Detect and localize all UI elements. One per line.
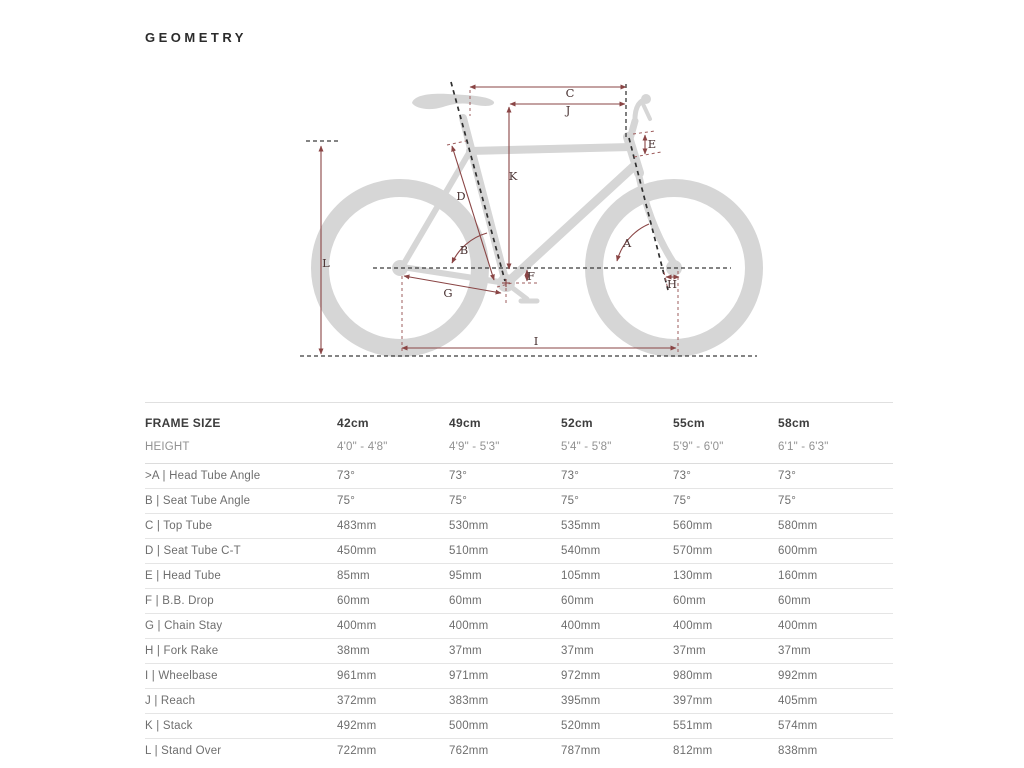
height-row	[145, 435, 893, 464]
table-cell: 6'1" - 6'3"	[778, 435, 893, 464]
table-cell: 992mm	[778, 664, 893, 689]
table-cell: 400mm	[778, 614, 893, 639]
table-row	[145, 639, 893, 664]
head-tube-tick-top	[633, 131, 655, 134]
table-row	[145, 564, 893, 589]
table-cell: 400mm	[337, 614, 449, 639]
bike-illustration	[320, 94, 754, 348]
table-cell: 483mm	[337, 514, 449, 539]
table-cell: 510mm	[449, 539, 561, 564]
table-cell: 75°	[673, 489, 778, 514]
table-cell: 160mm	[778, 564, 893, 589]
table-cell: 551mm	[673, 714, 778, 739]
table-cell: 838mm	[778, 745, 818, 757]
table-cell: 52cm	[561, 416, 593, 430]
table-cell: 722mm	[337, 745, 377, 757]
row-label: I | Wheelbase	[145, 664, 337, 689]
dimension-letter-L: L	[322, 256, 330, 270]
dimension-letter-D: D	[456, 189, 466, 203]
table-cell: 73°	[673, 464, 778, 489]
dimension-letter-H: H	[666, 277, 678, 291]
table-cell: 972mm	[561, 664, 673, 689]
geometry-table	[145, 402, 893, 763]
table-row	[145, 464, 893, 489]
dimension-letter-A: A	[622, 236, 632, 250]
dimension-letter-G: G	[443, 286, 453, 300]
table-row	[145, 489, 893, 514]
row-label: E | Head Tube	[145, 564, 337, 589]
table-cell: 535mm	[561, 514, 673, 539]
frame-size-header: FRAME SIZE	[145, 416, 221, 430]
row-label: K | Stack	[145, 714, 337, 739]
table-row	[145, 714, 893, 739]
table-cell: 49cm	[449, 416, 481, 430]
table-cell: 397mm	[673, 689, 778, 714]
dimension-letter-I: I	[533, 334, 539, 348]
table-row	[145, 514, 893, 539]
table-cell: 73°	[337, 464, 449, 489]
table-cell: 560mm	[673, 514, 778, 539]
table-cell: 55cm	[673, 416, 705, 430]
table-cell: 395mm	[561, 689, 673, 714]
row-label: J | Reach	[145, 689, 337, 714]
table-cell: 37mm	[673, 639, 778, 664]
table-cell: 75°	[449, 489, 561, 514]
table-cell: 961mm	[337, 664, 449, 689]
table-cell: 574mm	[778, 714, 893, 739]
height-header: HEIGHT	[145, 435, 337, 464]
table-cell: 37mm	[449, 639, 561, 664]
row-label: G | Chain Stay	[145, 614, 337, 639]
table-cell: 971mm	[449, 664, 561, 689]
table-cell: 60mm	[561, 589, 673, 614]
table-cell: 787mm	[561, 745, 601, 757]
table-cell: 400mm	[673, 614, 778, 639]
table-cell: 812mm	[673, 745, 713, 757]
table-cell: 73°	[778, 464, 893, 489]
top-tube	[470, 147, 631, 151]
dimension-letter-F: F	[527, 269, 535, 283]
table-cell: 762mm	[449, 745, 489, 757]
table-row	[145, 589, 893, 614]
table-cell: 60mm	[673, 589, 778, 614]
table-cell: 37mm	[778, 639, 893, 664]
dimension-letter-C: C	[565, 86, 575, 100]
table-cell: 520mm	[561, 714, 673, 739]
table-cell: 73°	[449, 464, 561, 489]
seat-tube-tick-top	[447, 141, 466, 145]
table-row	[145, 689, 893, 714]
table-cell: 75°	[778, 489, 893, 514]
table-cell: 73°	[561, 464, 673, 489]
table-cell: 105mm	[561, 564, 673, 589]
frame-size-row	[145, 403, 893, 436]
row-label: D | Seat Tube C-T	[145, 539, 337, 564]
dimension-letter-E: E	[647, 137, 657, 151]
row-label: B | Seat Tube Angle	[145, 489, 337, 514]
table-cell: 42cm	[337, 416, 369, 430]
table-cell: 58cm	[778, 416, 810, 430]
row-label: F | B.B. Drop	[145, 589, 337, 614]
dimension-letter-B: B	[459, 243, 469, 257]
table-cell: 4'0" - 4'8"	[337, 435, 449, 464]
dimension-letter-K: K	[508, 169, 518, 183]
table-cell: 372mm	[337, 689, 449, 714]
table-cell: 38mm	[337, 639, 449, 664]
table-cell: 400mm	[449, 614, 561, 639]
dimension-letter-J: J	[565, 103, 571, 117]
table-cell: 383mm	[449, 689, 561, 714]
dim-head-angle-A-arc	[617, 224, 649, 261]
table-row	[145, 539, 893, 564]
projection-lines	[402, 90, 678, 353]
table-cell: 75°	[337, 489, 449, 514]
table-cell: 492mm	[337, 714, 449, 739]
brake-lever	[643, 104, 650, 119]
table-cell: 75°	[561, 489, 673, 514]
table-cell: 500mm	[449, 714, 561, 739]
row-label: C | Top Tube	[145, 514, 337, 539]
table-row	[145, 739, 893, 764]
table-cell: 5'9" - 6'0"	[673, 435, 778, 464]
table-cell: 405mm	[778, 689, 893, 714]
table-cell: 400mm	[561, 614, 673, 639]
table-cell: 600mm	[778, 539, 893, 564]
table-cell: 37mm	[561, 639, 673, 664]
row-label: H | Fork Rake	[145, 639, 337, 664]
table-cell: 95mm	[449, 564, 561, 589]
table-cell: 980mm	[673, 664, 778, 689]
table-cell: 580mm	[778, 514, 893, 539]
table-cell: 60mm	[778, 589, 893, 614]
measurement-lines	[321, 87, 679, 354]
table-cell: 530mm	[449, 514, 561, 539]
saddle	[412, 94, 494, 109]
table-cell: 60mm	[337, 589, 449, 614]
table-cell: 570mm	[673, 539, 778, 564]
table-row	[145, 614, 893, 639]
reference-lines	[300, 82, 757, 356]
table-cell: 130mm	[673, 564, 778, 589]
table-cell: 4'9" - 5'3"	[449, 435, 561, 464]
table-cell: 60mm	[449, 589, 561, 614]
row-label: >A | Head Tube Angle	[145, 464, 337, 489]
table-cell: 450mm	[337, 539, 449, 564]
table-cell: 540mm	[561, 539, 673, 564]
table-cell: 85mm	[337, 564, 449, 589]
table-cell: 5'4" - 5'8"	[561, 435, 673, 464]
table-row	[145, 664, 893, 689]
page-title: GEOMETRY	[145, 30, 247, 45]
row-label: L | Stand Over	[145, 745, 222, 757]
